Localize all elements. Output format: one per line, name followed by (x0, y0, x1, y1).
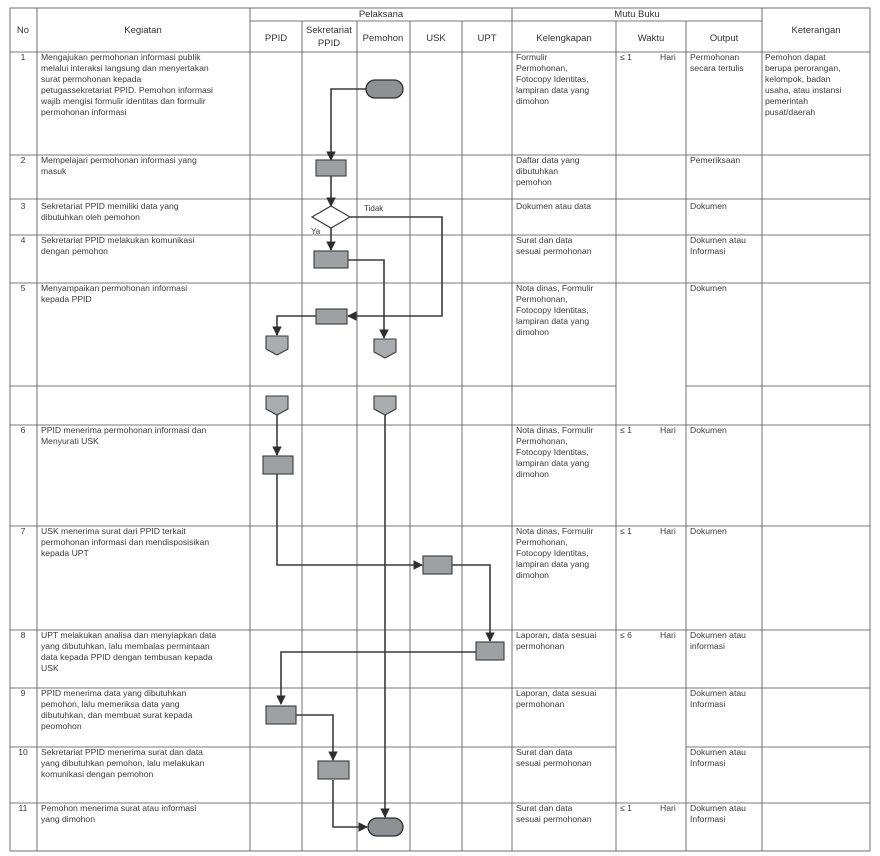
header-kegiatan: Kegiatan (124, 25, 162, 36)
output-text: Informasi (690, 814, 726, 824)
kelengkapan-text: dimohon (516, 327, 549, 337)
output-text: Dokumen atau (690, 688, 746, 698)
process-step-8 (476, 642, 504, 660)
header-usk: USK (426, 33, 446, 44)
kegiatan-text: yang dibutuhkan pemohon, lalu melakukan (41, 758, 205, 768)
kelengkapan-text: Surat dan data (516, 747, 573, 757)
row-number: 6 (20, 425, 26, 435)
kegiatan-text: kepada UPT (41, 548, 89, 558)
output-text: Informasi (690, 758, 726, 768)
kegiatan-text: permohonan informasi (41, 107, 127, 117)
kelengkapan-text: Nota dinas, Formulir (516, 425, 594, 435)
keterangan-text: pusat/daerah (765, 107, 816, 117)
header-output: Output (709, 33, 739, 44)
kelengkapan-text: lampiran data yang (516, 85, 590, 95)
process-step-2 (316, 160, 346, 176)
kegiatan-text: dibutuhkan oleh pemohon (41, 212, 140, 222)
row-number: 9 (20, 688, 26, 698)
waktu-unit: Hari (660, 526, 676, 536)
kelengkapan-text: dibutuhkan (516, 166, 559, 176)
waktu-unit: Hari (660, 425, 676, 435)
header-ppid: PPID (264, 33, 288, 44)
kelengkapan-text: dimohon (516, 96, 549, 106)
output-text: Dokumen (690, 283, 727, 293)
kelengkapan-text: Permohonan, (516, 294, 568, 304)
row-number: 11 (18, 803, 28, 813)
kegiatan-text: Sekretariat PPID melakukan komunikasi (41, 235, 195, 245)
output-text: Dokumen atau (690, 803, 746, 813)
kelengkapan-text: Formulir (516, 52, 548, 62)
kegiatan-text: Sekretariat PPID memiliki data yang (41, 201, 179, 211)
kegiatan-text: wajib mengisi formulir identitas dan formulir (41, 96, 206, 106)
offpage-connector-pemohon-a (374, 339, 396, 358)
kegiatan-text: melalui interaksi langsung dan menyertakan (41, 63, 209, 73)
kegiatan-text: Menyurati USK (41, 436, 99, 446)
offpage-connector-ppid-b (266, 396, 288, 415)
kelengkapan-text: lampiran data yang (516, 559, 590, 569)
kegiatan-text: kepada PPID (41, 294, 92, 304)
kegiatan-text: data kepada PPID dengan tembusan kepada (41, 652, 213, 662)
kegiatan-text: yang dibutuhkan, lalu membalas permintaan (41, 641, 210, 651)
flowchart-shapes (263, 80, 504, 836)
kegiatan-text: PPID menerima data yang dibutuhkan (41, 688, 187, 698)
kegiatan-text: peomohon (41, 721, 82, 731)
output-text: Permohonan (690, 52, 740, 62)
row-number: 4 (20, 235, 26, 245)
connector-1-2 (331, 89, 366, 160)
kegiatan-text: dengan pemohon (41, 246, 108, 256)
keterangan-text: berupa perorangan, (765, 63, 841, 73)
keterangan-text: Pemohon dapat (765, 52, 826, 62)
row-number: 1 (20, 52, 26, 62)
flowchart-connectors (277, 89, 490, 827)
kegiatan-text: Menyampaikan permohonan informasi (41, 283, 188, 293)
kelengkapan-text: sesuai permohonan (516, 814, 592, 824)
kelengkapan-text: lampiran data yang (516, 458, 590, 468)
table-header (17, 9, 841, 49)
output-text: Pemeriksaan (690, 155, 741, 165)
kelengkapan-text: pemohon (516, 177, 552, 187)
kelengkapan-text: Laporan, data sesuai (516, 688, 597, 698)
waktu-unit: Hari (660, 630, 676, 640)
decision-no-label: Tidak (364, 204, 384, 213)
kelengkapan-text: Nota dinas, Formulir (516, 526, 594, 536)
kegiatan-text: dibutuhkan, dan membuat surat kepada (41, 710, 193, 720)
header-sekretariat-2: PPID (317, 38, 341, 49)
kelengkapan-text: dimohon (516, 469, 549, 479)
output-text: secara tertulis (690, 63, 744, 73)
kelengkapan-text: Permohonan, (516, 63, 568, 73)
kelengkapan-text: Fotocopy Identitas, (516, 447, 589, 457)
output-text: Dokumen atau (690, 747, 746, 757)
output-text: informasi (690, 641, 725, 651)
header-keterangan: Keterangan (791, 25, 841, 36)
waktu-value: ≤ 1 (620, 803, 632, 813)
kegiatan-text: USK (41, 663, 59, 673)
kelengkapan-text: Fotocopy Identitas, (516, 548, 589, 558)
process-step-7 (423, 556, 452, 574)
kelengkapan-text: Surat dan data (516, 803, 573, 813)
connector-5-ppid (277, 316, 316, 335)
kelengkapan-text: permohonan (516, 699, 565, 709)
output-text: Dokumen atau (690, 630, 746, 640)
output-text: Dokumen (690, 526, 727, 536)
connector-6-7 (277, 474, 422, 565)
end-terminator (368, 818, 403, 836)
kelengkapan-text: Dokumen atau data (516, 201, 592, 211)
kegiatan-text: Sekretariat PPID menerima surat dan data (41, 747, 203, 757)
header-waktu: Waktu (637, 33, 665, 44)
connector-10-11 (333, 780, 367, 827)
decision-yes-label: Ya (311, 227, 321, 236)
waktu-value: ≤ 6 (620, 630, 632, 640)
kegiatan-text: PPID menerima permohonan informasi dan (41, 425, 207, 435)
kelengkapan-text: Fotocopy Identitas, (516, 74, 589, 84)
output-text: Informasi (690, 246, 726, 256)
kegiatan-text: petugassekretariat PPID. Pemohon informasi (41, 85, 213, 95)
keterangan-text: usaha, atau instansi (765, 85, 842, 95)
kegiatan-text: UPT melakukan analisa dan menyiapkan data (41, 630, 217, 640)
process-step-9 (266, 706, 296, 724)
waktu-value: ≤ 1 (620, 425, 632, 435)
header-pelaksana: Pelaksana (358, 9, 404, 20)
kelengkapan-text: Fotocopy Identitas, (516, 305, 589, 315)
header-pemohon: Pemohon (362, 33, 404, 44)
kegiatan-text: surat permohonan kepada (41, 74, 142, 84)
kegiatan-text: USK menerima surat dari PPID terkait (41, 526, 186, 536)
row-number: 5 (20, 283, 26, 293)
start-terminator (366, 80, 403, 98)
kegiatan-text: Pemohon menerima surat atau informasi (41, 803, 197, 813)
decision-step-3 (312, 206, 350, 228)
offpage-connector-pemohon-b (374, 396, 396, 415)
kelengkapan-text: Surat dan data (516, 235, 573, 245)
keterangan-text: pemerintah (765, 96, 808, 106)
process-step-5 (316, 309, 347, 324)
header-upt: UPT (477, 33, 497, 44)
process-step-6 (263, 456, 293, 474)
connector-4-pemohon (348, 260, 384, 338)
row-number: 2 (20, 155, 26, 165)
kelengkapan-text: permohonan (516, 641, 565, 651)
connector-decision-no (348, 217, 442, 316)
process-step-4 (314, 251, 348, 268)
kelengkapan-text: lampiran data yang (516, 316, 590, 326)
kegiatan-text: yang dimohon (41, 814, 95, 824)
row-number: 3 (20, 201, 26, 211)
kegiatan-text: masuk (41, 166, 67, 176)
header-no: No (16, 25, 30, 36)
output-text: Dokumen (690, 425, 727, 435)
header-mutu-buku: Mutu Buku (614, 9, 660, 20)
row-number: 10 (18, 747, 28, 757)
keterangan-text: kelompok, badan (765, 74, 831, 84)
kelengkapan-text: Permohonan, (516, 436, 568, 446)
waktu-unit: Hari (660, 803, 676, 813)
output-text: Informasi (690, 699, 726, 709)
kegiatan-text: Mempelajari permohonan informasi yang (41, 155, 197, 165)
process-step-10 (318, 761, 349, 779)
row-number: 7 (20, 526, 26, 536)
kelengkapan-text: sesuai permohonan (516, 246, 592, 256)
kegiatan-text: komunikasi dengan pemohon (41, 769, 154, 779)
waktu-value: ≤ 1 (620, 52, 632, 62)
waktu-value: ≤ 1 (620, 526, 632, 536)
kelengkapan-text: Daftar data yang (516, 155, 580, 165)
header-sekretariat-1: Sekretariat (306, 25, 352, 36)
kelengkapan-text: Permohonan, (516, 537, 568, 547)
kelengkapan-text: dimohon (516, 570, 549, 580)
connector-9-10 (296, 715, 333, 760)
kelengkapan-text: Laporan, data sesuai (516, 630, 597, 640)
kelengkapan-text: sesuai permohonan (516, 758, 592, 768)
kelengkapan-text: Nota dinas, Formulir (516, 283, 594, 293)
header-kelengkapan: Kelengkapan (536, 33, 592, 44)
kegiatan-text: pemohon, lalu memeriksa data yang (41, 699, 180, 709)
kegiatan-text: permohonan informasi dan mendisposisikan (41, 537, 210, 547)
row-number: 8 (20, 630, 26, 640)
output-text: Dokumen (690, 201, 727, 211)
offpage-connector-ppid-a (266, 336, 288, 355)
kegiatan-text: Mengajukan permohonan informasi publik (41, 52, 201, 62)
connector-8-9 (281, 652, 476, 704)
output-text: Dokumen atau (690, 235, 746, 245)
table-rows (18, 52, 841, 824)
waktu-unit: Hari (660, 52, 676, 62)
